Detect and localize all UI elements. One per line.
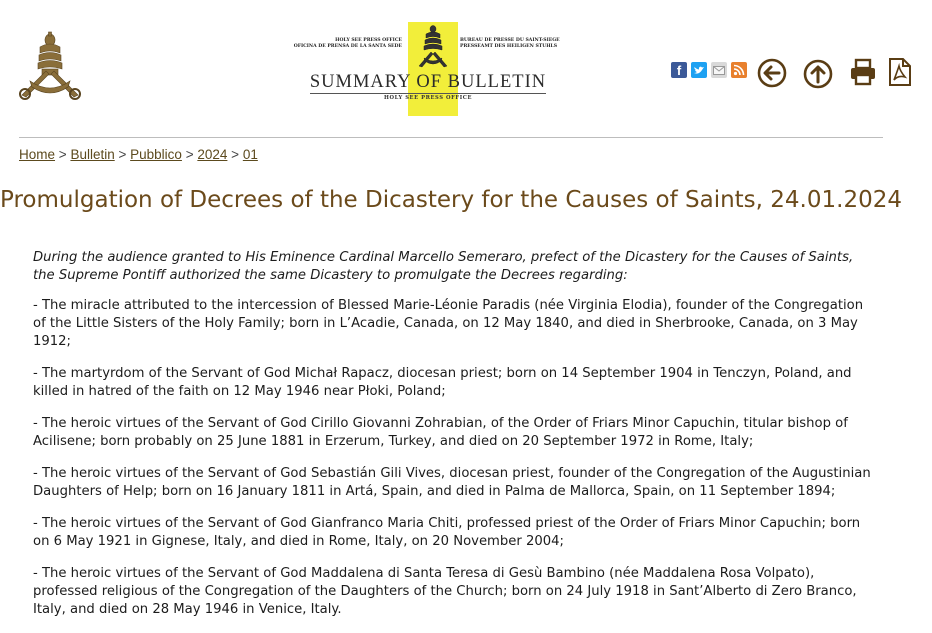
print-icon[interactable]	[849, 58, 877, 90]
decree-item: - The heroic virtues of the Servant of God Cirillo Giovanni Zohrabian, of the Order of Friars Minor Capuchin, titular bishop of Acilisene; born probably on 25 June 1881 in Erzerum, Turkey, and died on 20 September 1972 in Rome, Italy;	[33, 416, 848, 449]
masthead-title: SUMMARY OF BULLETIN	[309, 72, 547, 92]
facebook-icon[interactable]: f	[671, 62, 687, 78]
header-divider	[19, 137, 883, 138]
twitter-icon[interactable]	[691, 62, 707, 78]
masthead-subtitle: HOLY SEE PRESS OFFICE	[383, 95, 473, 101]
masthead-label-de: PRESSEAMT DES HEILIGEN STUHLS	[460, 44, 558, 49]
holy-see-coat-of-arms-logo	[16, 31, 84, 101]
breadcrumb-separator: >	[58, 147, 67, 162]
back-arrow-icon[interactable]	[757, 58, 787, 92]
masthead-label-en: HOLY SEE PRESS OFFICE	[335, 38, 402, 43]
breadcrumb-bulletin[interactable]: Bulletin	[70, 147, 115, 162]
intro-paragraph: During the audience granted to His Eminence Cardinal Marcello Semeraro, prefect of the Dicastery for the Causes of Saints, the Supreme Pontiff authorized the same Dicastery to promulgate the Decrees regarding:	[33, 250, 854, 283]
decree-item: - The miracle attributed to the intercession of Blessed Marie-Léonie Paradis (née Virginia Elodia), founder of the Congregation of the Little Sisters of the Holy Family; born in L’Acadie, Canada, on 12 May 1840, and died in Sherbrooke, Canada, on 3 May 1912;	[33, 298, 864, 349]
breadcrumb-separator: >	[185, 147, 194, 162]
breadcrumb	[19, 147, 258, 162]
page-title: Promulgation of Decrees of the Dicastery for the Causes of Saints, 24.01.2024	[0, 187, 902, 213]
decree-item: - The heroic virtues of the Servant of God Gianfranco Maria Chiti, professed priest of the Order of Friars Minor Capuchin; born on 6 May 1921 in Gignese, Italy, and died in Rome, Italy, on 20 November 2004;	[33, 516, 861, 549]
email-icon[interactable]	[711, 62, 727, 78]
masthead-label-fr: BUREAU DE PRESSE DU SAINT-SIEGE	[460, 38, 560, 43]
breadcrumb-separator: >	[231, 147, 240, 162]
bulletin-content	[33, 249, 878, 633]
papal-emblem-icon	[415, 24, 451, 68]
share-toolbar	[669, 58, 917, 90]
decree-item: - The heroic virtues of the Servant of God Sebastián Gili Vives, diocesan priest, founder of the Congregation of the Augustinian Daughters of Help; born on 16 January 1811 in Artá, Spain, and died in Palma de Mallorca, Spain, on 11 September 1894;	[33, 466, 871, 499]
breadcrumb-home[interactable]: Home	[19, 147, 56, 162]
up-arrow-icon[interactable]	[803, 59, 833, 93]
rss-icon[interactable]	[731, 62, 747, 78]
breadcrumb-month[interactable]: 01	[242, 147, 258, 162]
breadcrumb-pubblico[interactable]: Pubblico	[130, 147, 182, 162]
masthead-label-es: OFICINA DE PRENSA DE LA SANTA SEDE	[293, 44, 402, 49]
breadcrumb-year[interactable]: 2024	[197, 147, 228, 162]
summary-of-bulletin-masthead	[293, 22, 560, 116]
decree-item: - The martyrdom of the Servant of God Michał Rapacz, diocesan priest; born on 14 September 1904 in Tenczyn, Poland, and killed in hatred of the faith on 12 May 1946 near Płoki, Poland;	[33, 366, 852, 399]
pdf-icon[interactable]	[887, 58, 913, 90]
breadcrumb-separator: >	[118, 147, 127, 162]
masthead-divider	[310, 93, 546, 94]
decree-item: - The heroic virtues of the Servant of God Maddalena di Santa Teresa di Gesù Bambino (née Maddalena Rosa Volpato), professed religious of the Congregation of the Daughters of the Church; born on 24 July 1918 in Sant’Alberto di Zero Branco, Italy, and died on 28 May 1946 in Venice, Italy.	[33, 566, 857, 617]
